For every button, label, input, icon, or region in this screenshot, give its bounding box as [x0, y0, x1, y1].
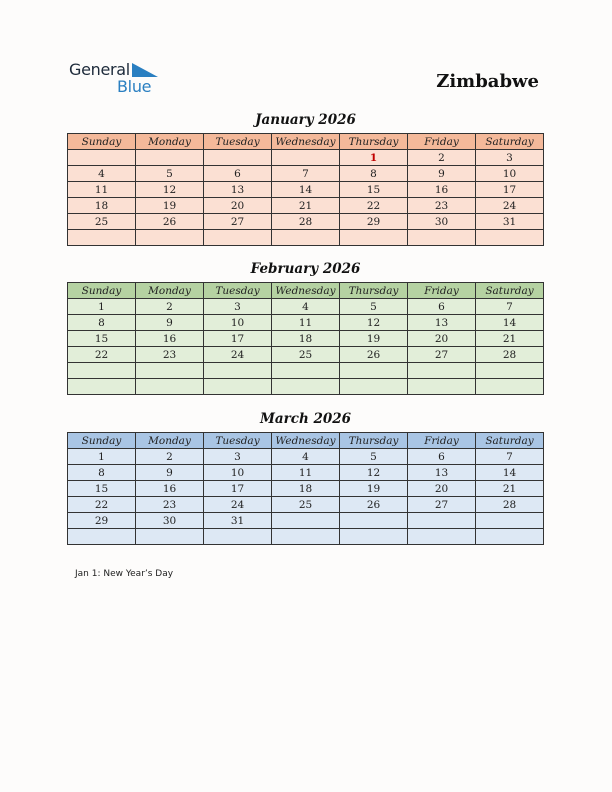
day-cell: 22 [68, 347, 136, 363]
day-cell: 24 [476, 198, 544, 214]
week-row [68, 465, 544, 481]
day-cell: 17 [204, 481, 272, 497]
weekday-header: Sunday [68, 134, 136, 150]
day-cell [408, 363, 476, 379]
day-cell: 5 [340, 449, 408, 465]
day-cell [272, 379, 340, 395]
week-row [68, 182, 544, 198]
day-cell: 12 [340, 315, 408, 331]
day-cell: 15 [340, 182, 408, 198]
weekday-header: Friday [408, 433, 476, 449]
day-cell: 28 [272, 214, 340, 230]
day-cell: 23 [136, 347, 204, 363]
week-row [68, 150, 544, 166]
day-cell [340, 513, 408, 529]
weekday-header: Sunday [68, 433, 136, 449]
weekday-header: Tuesday [204, 134, 272, 150]
day-cell: 18 [272, 481, 340, 497]
day-cell [340, 230, 408, 246]
month-title-march: March 2026 [259, 411, 352, 427]
day-cell: 14 [272, 182, 340, 198]
weekday-header-row [68, 283, 544, 299]
calendar-february [67, 282, 544, 395]
day-cell [68, 529, 136, 545]
day-cell: 6 [408, 299, 476, 315]
day-cell [204, 230, 272, 246]
day-cell: 28 [476, 497, 544, 513]
day-cell: 7 [476, 299, 544, 315]
day-cell: 20 [408, 331, 476, 347]
day-cell [136, 363, 204, 379]
day-cell [408, 379, 476, 395]
weekday-header: Tuesday [204, 433, 272, 449]
day-cell: 4 [68, 166, 136, 182]
weekday-header: Saturday [476, 134, 544, 150]
country-title: Zimbabwe [436, 71, 539, 92]
day-cell: 30 [136, 513, 204, 529]
weekday-header: Monday [136, 134, 204, 150]
weekday-header: Sunday [68, 283, 136, 299]
day-cell: 22 [68, 497, 136, 513]
day-cell [408, 529, 476, 545]
weekday-header: Friday [408, 283, 476, 299]
day-cell: 16 [408, 182, 476, 198]
weekday-header: Wednesday [272, 433, 340, 449]
day-cell: 19 [340, 481, 408, 497]
weekday-header: Thursday [340, 134, 408, 150]
day-cell: 26 [340, 497, 408, 513]
weekday-header: Saturday [476, 433, 544, 449]
day-cell: 10 [204, 315, 272, 331]
weekday-header: Monday [136, 433, 204, 449]
day-cell [272, 150, 340, 166]
day-cell: 11 [272, 465, 340, 481]
week-row [68, 497, 544, 513]
day-cell [272, 363, 340, 379]
calendar-january [67, 133, 544, 246]
day-cell: 15 [68, 331, 136, 347]
day-cell: 20 [204, 198, 272, 214]
week-row [68, 331, 544, 347]
month-title-february: February 2026 [250, 261, 361, 277]
day-cell: 9 [136, 315, 204, 331]
week-row [68, 529, 544, 545]
week-row [68, 449, 544, 465]
day-cell: 6 [408, 449, 476, 465]
day-cell [340, 363, 408, 379]
day-cell [68, 150, 136, 166]
day-cell: 7 [272, 166, 340, 182]
day-cell: 8 [68, 315, 136, 331]
day-cell: 11 [68, 182, 136, 198]
day-cell: 12 [136, 182, 204, 198]
week-row [68, 230, 544, 246]
day-cell: 8 [340, 166, 408, 182]
generalblue-logo [69, 60, 159, 96]
day-cell: 26 [340, 347, 408, 363]
weekday-header-row [68, 433, 544, 449]
weekday-header: Tuesday [204, 283, 272, 299]
day-cell [476, 529, 544, 545]
day-cell [68, 379, 136, 395]
day-cell: 8 [68, 465, 136, 481]
day-cell [476, 513, 544, 529]
day-cell: 14 [476, 315, 544, 331]
day-cell: 19 [136, 198, 204, 214]
day-cell: 1 [68, 449, 136, 465]
day-cell: 18 [68, 198, 136, 214]
weekday-header: Friday [408, 134, 476, 150]
day-cell [204, 529, 272, 545]
day-cell [476, 230, 544, 246]
day-cell: 15 [68, 481, 136, 497]
day-cell: 21 [476, 331, 544, 347]
day-cell: 1 [68, 299, 136, 315]
day-cell [204, 363, 272, 379]
day-cell [136, 379, 204, 395]
weekday-header: Wednesday [272, 283, 340, 299]
day-cell: 29 [68, 513, 136, 529]
day-cell: 10 [204, 465, 272, 481]
day-cell: 24 [204, 497, 272, 513]
day-cell: 17 [476, 182, 544, 198]
week-row [68, 481, 544, 497]
day-cell: 27 [408, 347, 476, 363]
day-cell: 2 [136, 449, 204, 465]
day-cell: 14 [476, 465, 544, 481]
day-cell: 26 [136, 214, 204, 230]
holiday-note: Jan 1: New Year’s Day [75, 569, 174, 579]
day-cell: 23 [408, 198, 476, 214]
week-row [68, 315, 544, 331]
week-row [68, 198, 544, 214]
day-cell [136, 230, 204, 246]
day-cell [340, 379, 408, 395]
day-cell: 23 [136, 497, 204, 513]
day-cell: 21 [476, 481, 544, 497]
day-cell [272, 529, 340, 545]
day-cell: 25 [272, 347, 340, 363]
day-cell [204, 379, 272, 395]
day-cell [272, 513, 340, 529]
day-cell: 27 [408, 497, 476, 513]
weekday-header: Wednesday [272, 134, 340, 150]
day-cell [408, 230, 476, 246]
day-cell: 31 [476, 214, 544, 230]
day-cell: 13 [204, 182, 272, 198]
day-cell: 5 [136, 166, 204, 182]
day-cell [136, 529, 204, 545]
day-cell: 25 [272, 497, 340, 513]
day-cell: 31 [204, 513, 272, 529]
week-row [68, 513, 544, 529]
day-cell: 16 [136, 331, 204, 347]
day-cell: 10 [476, 166, 544, 182]
month-title-january: January 2026 [255, 112, 356, 128]
day-cell: 1 [340, 150, 408, 166]
calendar-march [67, 432, 544, 545]
day-cell: 21 [272, 198, 340, 214]
week-row [68, 347, 544, 363]
day-cell: 9 [136, 465, 204, 481]
day-cell: 25 [68, 214, 136, 230]
day-cell: 27 [204, 214, 272, 230]
day-cell: 2 [136, 299, 204, 315]
weekday-header: Thursday [340, 433, 408, 449]
day-cell: 7 [476, 449, 544, 465]
logo-triangle-icon [132, 63, 158, 77]
day-cell [476, 379, 544, 395]
day-cell: 11 [272, 315, 340, 331]
week-row [68, 299, 544, 315]
week-row [68, 166, 544, 182]
day-cell [204, 150, 272, 166]
day-cell: 19 [340, 331, 408, 347]
day-cell: 6 [204, 166, 272, 182]
day-cell: 4 [272, 449, 340, 465]
day-cell [68, 230, 136, 246]
weekday-header-row [68, 134, 544, 150]
logo-text-general: General [69, 60, 130, 79]
day-cell: 16 [136, 481, 204, 497]
day-cell: 29 [340, 214, 408, 230]
day-cell: 2 [408, 150, 476, 166]
day-cell: 3 [204, 449, 272, 465]
day-cell: 13 [408, 465, 476, 481]
day-cell [68, 363, 136, 379]
day-cell: 9 [408, 166, 476, 182]
day-cell [272, 230, 340, 246]
day-cell [476, 363, 544, 379]
day-cell [408, 513, 476, 529]
day-cell [136, 150, 204, 166]
weekday-header: Thursday [340, 283, 408, 299]
day-cell [340, 529, 408, 545]
day-cell: 13 [408, 315, 476, 331]
day-cell: 17 [204, 331, 272, 347]
day-cell: 30 [408, 214, 476, 230]
week-row [68, 214, 544, 230]
day-cell: 24 [204, 347, 272, 363]
day-cell: 3 [204, 299, 272, 315]
day-cell: 28 [476, 347, 544, 363]
day-cell: 12 [340, 465, 408, 481]
week-row [68, 363, 544, 379]
day-cell: 20 [408, 481, 476, 497]
day-cell: 18 [272, 331, 340, 347]
day-cell: 5 [340, 299, 408, 315]
weekday-header: Monday [136, 283, 204, 299]
day-cell: 22 [340, 198, 408, 214]
logo-text-blue: Blue [117, 77, 152, 96]
day-cell: 3 [476, 150, 544, 166]
weekday-header: Saturday [476, 283, 544, 299]
week-row [68, 379, 544, 395]
day-cell: 4 [272, 299, 340, 315]
